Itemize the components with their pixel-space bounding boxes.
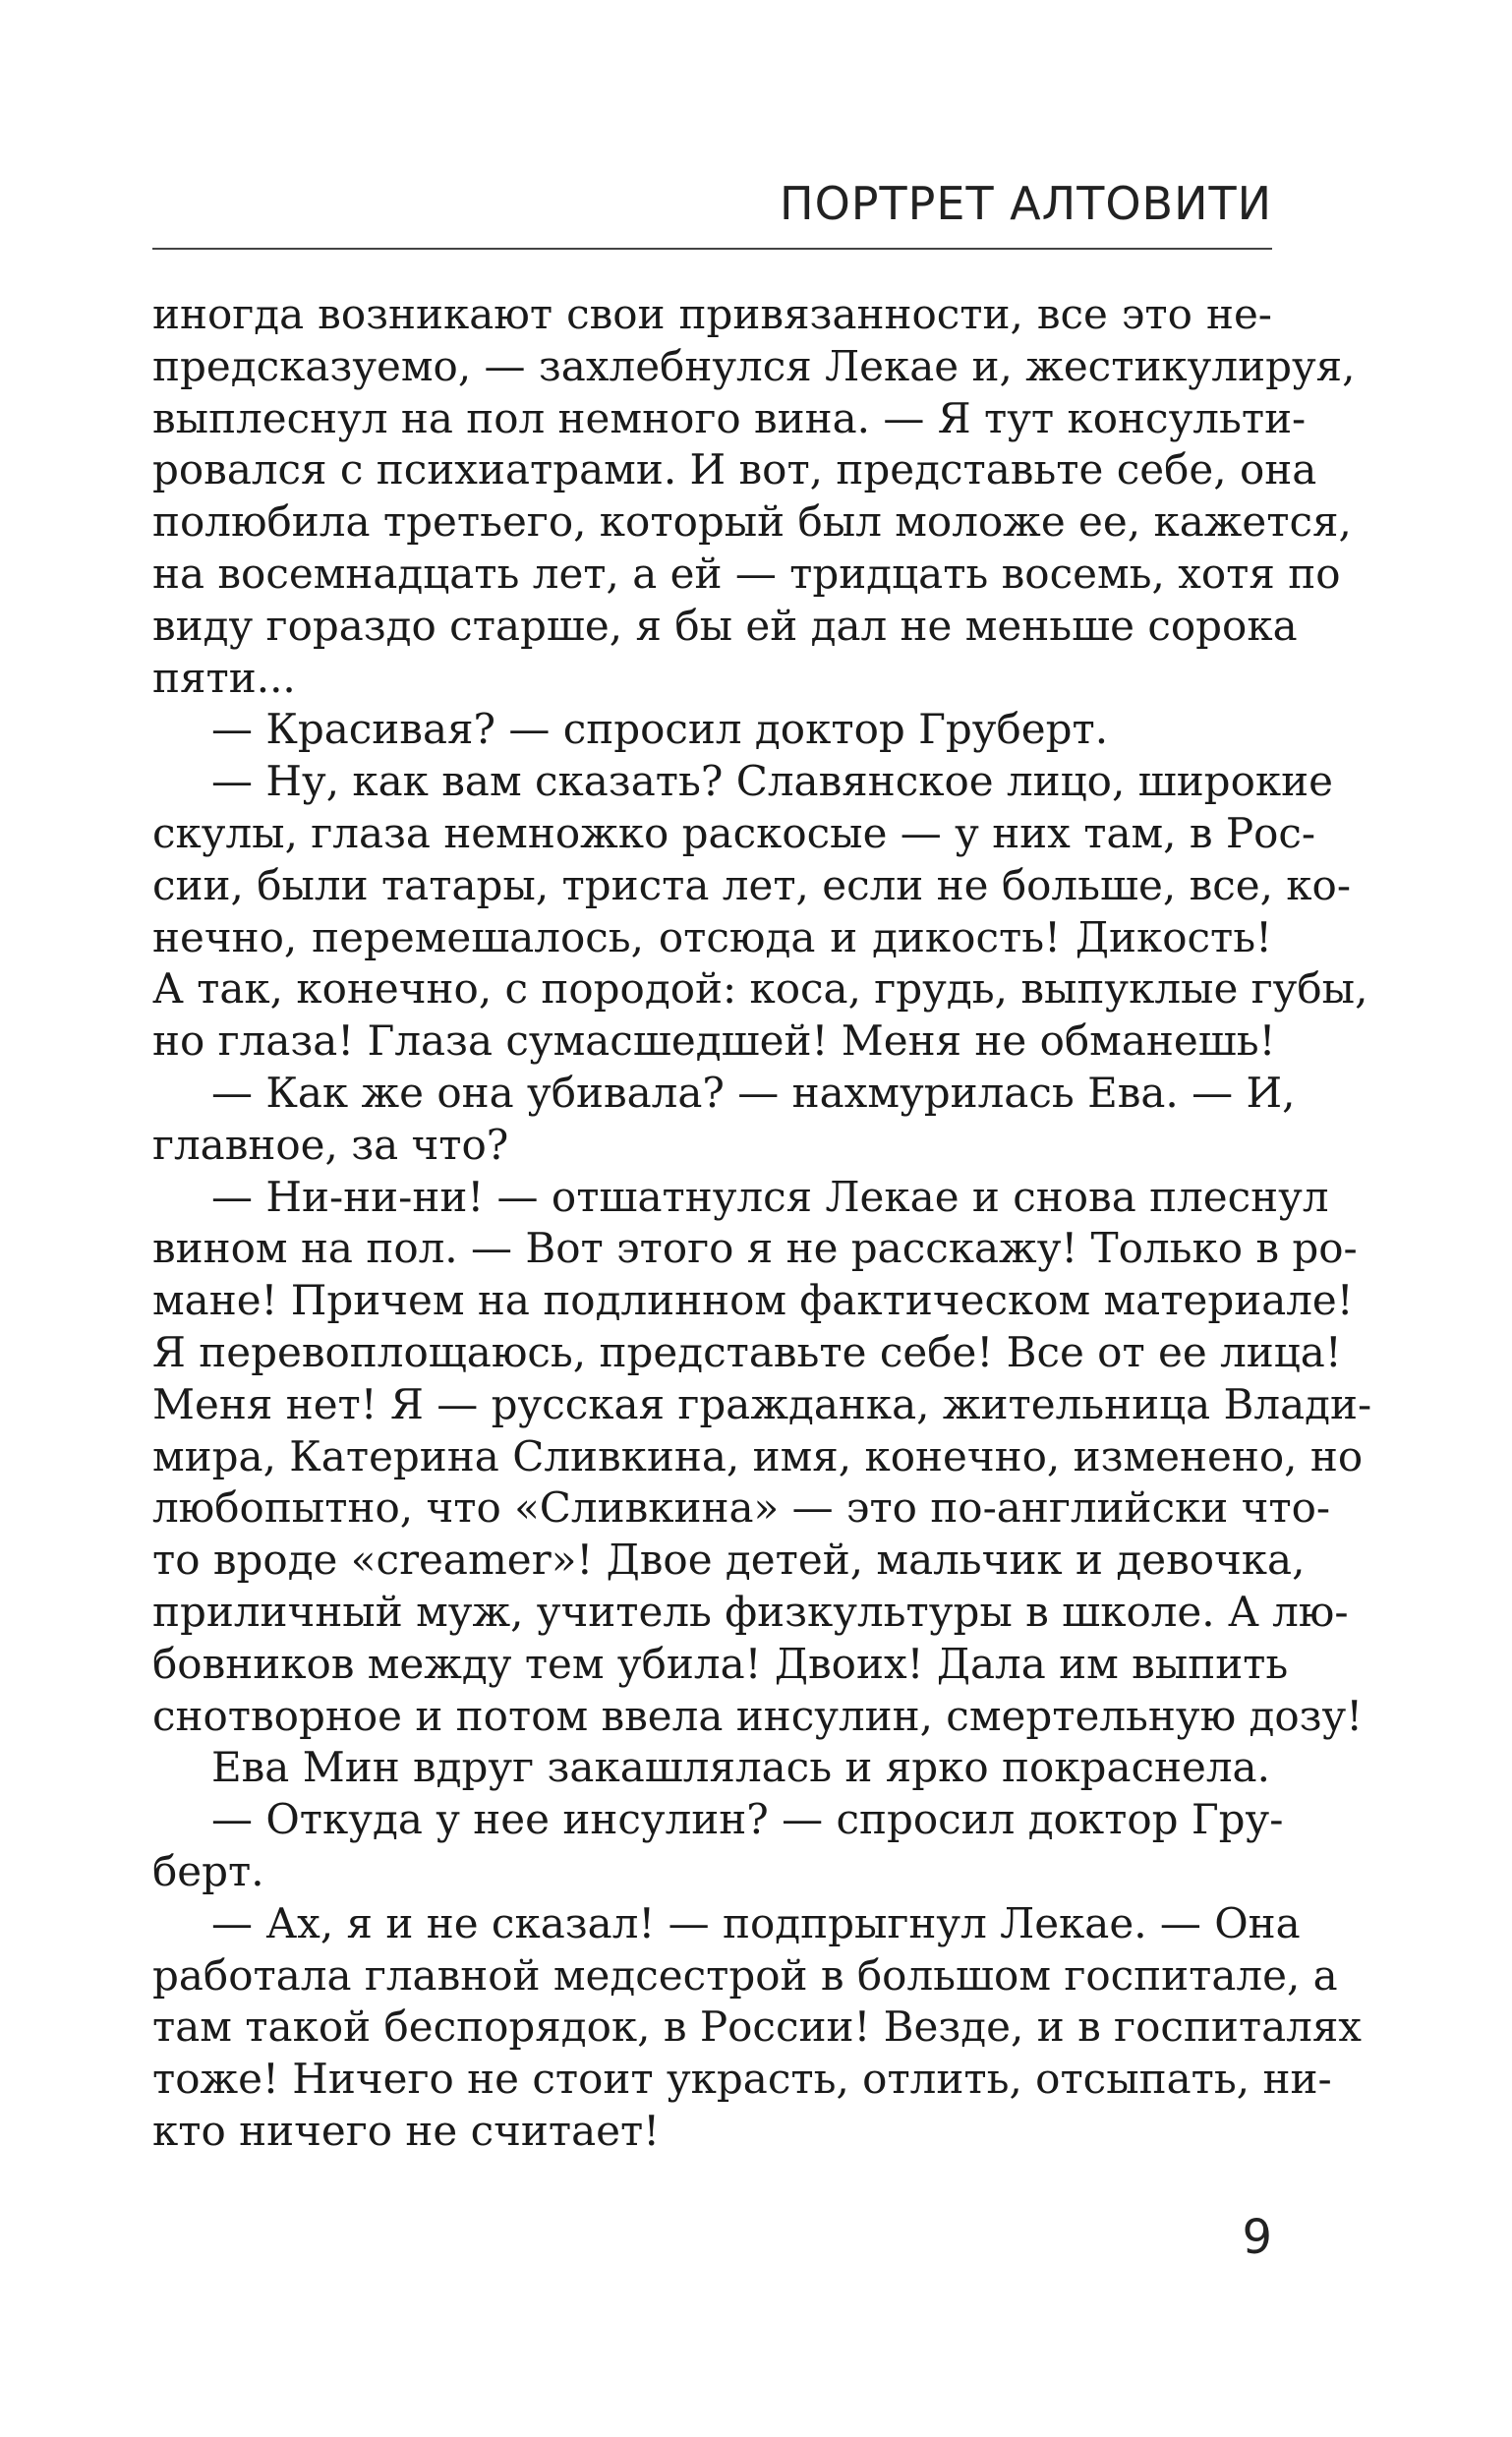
header-rule xyxy=(152,248,1272,250)
text-line: но глаза! Глаза сумасшедшей! Меня не обманешь! xyxy=(152,1016,1276,1066)
text-line: там такой беспорядок, в России! Везде, и в госпиталях xyxy=(152,2002,1362,2052)
text-line: — Откуда у нее инсулин? — спросил доктор Гру- xyxy=(211,1795,1284,1844)
text-line: А так, конечно, с породой: коса, грудь, выпуклые губы, xyxy=(152,964,1368,1014)
text-line: то вроде «creamer»! Двое детей, мальчик и девочка, xyxy=(152,1536,1306,1585)
text-line: виду гораздо старше, я бы ей дал не меньше сорока xyxy=(152,601,1298,650)
text-line: вином на пол. — Вот этого я не расскажу! Только в ро- xyxy=(152,1224,1358,1273)
text-line: снотворное и потом ввела инсулин, смертельную дозу! xyxy=(152,1691,1364,1740)
text-line: любопытно, что «Сливкина» — это по-английски что- xyxy=(152,1483,1331,1533)
text-line: мира, Катерина Сливкина, имя, конечно, изменено, но xyxy=(152,1431,1364,1480)
text-line: полюбила третьего, который был моложе ее, кажется, xyxy=(152,497,1352,547)
running-head: ПОРТРЕТ АЛТОВИТИ xyxy=(780,177,1272,230)
text-line: работала главной медсестрой в большом госпитале, а xyxy=(152,1950,1338,2000)
text-line: — Как же она убивала? — нахмурилась Ева. — И, xyxy=(211,1068,1296,1117)
text-line: пяти... xyxy=(152,653,296,702)
text-line: предсказуемо, — захлебнулся Лекае и, жестикулируя, xyxy=(152,341,1356,390)
text-line: сии, были татары, триста лет, если не больше, все, ко- xyxy=(152,860,1352,909)
text-line: кто ничего не считает! xyxy=(152,2106,661,2155)
text-line: Я перевоплощаюсь, представьте себе! Все от ее лица! xyxy=(152,1327,1342,1376)
text-line: Меня нет! Я — русская гражданка, жительница Влади- xyxy=(152,1379,1372,1428)
text-line: выплеснул на пол немного вина. — Я тут консульти- xyxy=(152,393,1307,442)
text-line: нечно, перемешалось, отсюда и дикость! Дикость! xyxy=(152,912,1272,961)
text-line: бовников между тем убила! Двоих! Дала им выпить xyxy=(152,1639,1289,1688)
text-line: — Ну, как вам сказать? Славянское лицо, широкие xyxy=(211,757,1333,806)
page-number: 9 xyxy=(1242,2210,1272,2265)
text-line: Ева Мин вдруг закашлялась и ярко покраснела. xyxy=(211,1743,1270,1792)
text-line: на восемнадцать лет, а ей — тридцать восемь, хотя по xyxy=(152,549,1341,598)
text-line: иногда возникают свои привязанности, все это не- xyxy=(152,290,1272,338)
text-line: главное, за что? xyxy=(152,1120,509,1169)
text-line: — Красивая? — спросил доктор Груберт. xyxy=(211,705,1109,754)
text-line: ровался с психиатрами. И вот, представьте себе, она xyxy=(152,445,1317,494)
text-line: приличный муж, учитель физкультуры в школе. А лю- xyxy=(152,1587,1349,1636)
text-line: — Ни-ни-ни! — отшатнулся Лекае и снова плеснул xyxy=(211,1172,1329,1221)
body-text xyxy=(152,289,1372,2158)
text-line: — Ах, я и не сказал! — подпрыгнул Лекае. — Она xyxy=(211,1898,1301,1947)
text-line: скулы, глаза немножко раскосые — у них там, в Рос- xyxy=(152,808,1316,857)
text-line: тоже! Ничего не стоит украсть, отлить, отсыпать, ни- xyxy=(152,2055,1332,2104)
text-line: берт. xyxy=(152,1846,264,1895)
text-line: мане! Причем на подлинном фактическом материале! xyxy=(152,1276,1354,1325)
